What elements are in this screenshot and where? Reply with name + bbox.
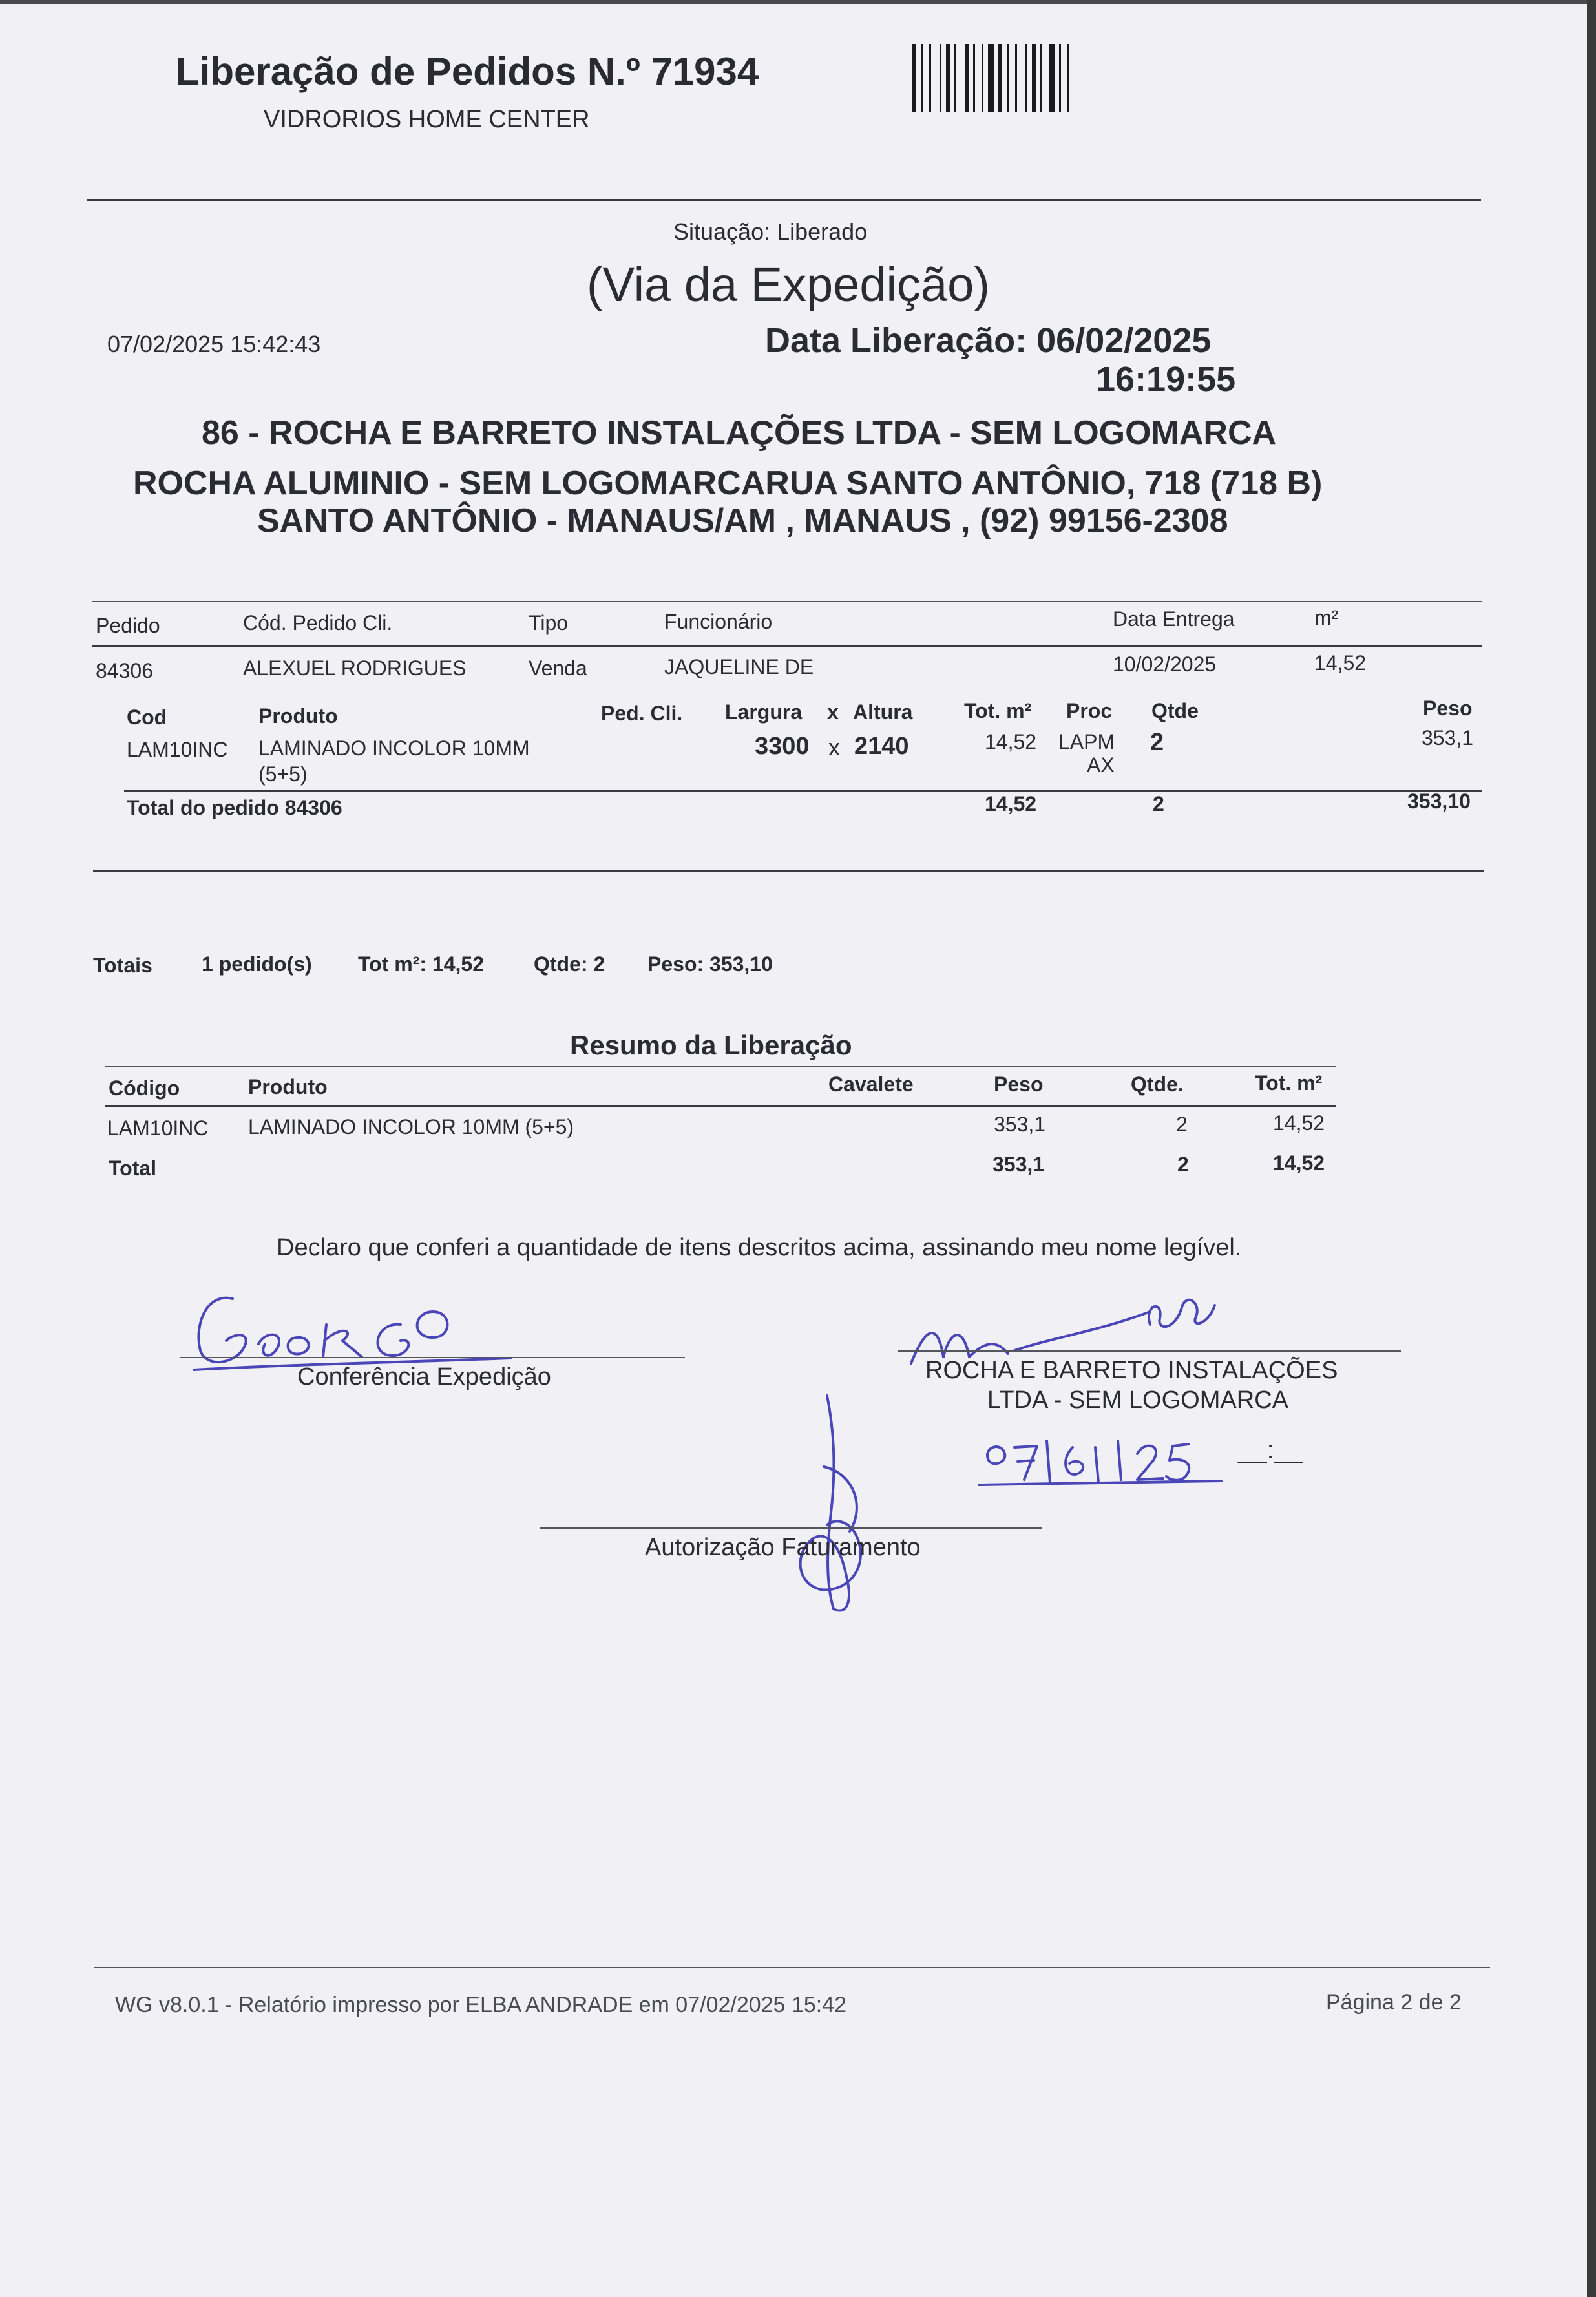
release-date: Data Liberação: 06/02/2025	[765, 321, 1212, 360]
client-label-line-1: ROCHA E BARRETO INSTALAÇÕES	[925, 1357, 1338, 1384]
time-blank: __:__	[1238, 1436, 1303, 1464]
client-signature-line	[898, 1350, 1401, 1352]
summary-title: Resumo da Liberação	[570, 1030, 852, 1060]
status-text: Situação: Liberado	[673, 218, 868, 245]
order-header-bottom-rule	[92, 645, 1482, 647]
summary-header-qtde: Qtde.	[1131, 1073, 1184, 1096]
item-header-altura: Altura	[853, 700, 913, 724]
summary-header-peso: Peso	[994, 1073, 1044, 1096]
col-header-funcionario: Funcionário	[664, 610, 773, 633]
summary-row-tot-m2: 14,52	[1273, 1111, 1325, 1135]
summary-header-cavalete: Cavalete	[828, 1073, 914, 1096]
via-title: (Via da Expedição)	[587, 258, 990, 311]
order-funcionario-value: JAQUELINE DE	[664, 655, 814, 678]
col-header-m2: m²	[1314, 606, 1339, 629]
company-name: VIDRORIOS HOME CENTER	[264, 106, 590, 133]
barcode-icon	[912, 44, 1161, 112]
document-title: Liberação de Pedidos N.º 71934	[176, 50, 759, 93]
item-altura: 2140	[854, 733, 909, 760]
autorizacao-label: Autorização Faturamento	[645, 1534, 921, 1561]
order-total-label: Total do pedido 84306	[127, 796, 342, 819]
summary-total-tot-m2: 14,52	[1273, 1151, 1325, 1175]
item-header-proc: Proc	[1066, 699, 1113, 722]
order-total-rule	[124, 790, 1482, 792]
summary-header-produto: Produto	[248, 1075, 328, 1098]
release-time: 16:19:55	[1096, 360, 1236, 399]
totals-peso: Peso: 353,10	[647, 952, 773, 976]
client-label-line-2: LTDA - SEM LOGOMARCA	[987, 1387, 1288, 1414]
totals-qtde: Qtde: 2	[534, 952, 605, 976]
summary-header-rule	[105, 1105, 1336, 1107]
handwritten-signature-autorizacao	[788, 1389, 885, 1622]
item-qtde: 2	[1150, 729, 1164, 756]
client-line-2: ROCHA ALUMINIO - SEM LOGOMARCARUA SANTO ANTÔNIO, 718 (718 B)	[133, 465, 1323, 502]
order-pedido-value: 84306	[96, 659, 153, 682]
conferencia-signature-line	[180, 1357, 685, 1358]
client-line-1: 86 - ROCHA E BARRETO INSTALAÇÕES LTDA - SEM LOGOMARCA	[202, 414, 1277, 452]
footer-report: WG v8.0.1 - Relatório impresso por ELBA ANDRADE em 07/02/2025 15:42	[115, 1993, 846, 2017]
summary-row-qtde: 2	[1176, 1113, 1188, 1136]
item-header-qtde: Qtde	[1151, 699, 1199, 722]
item-header-x: x	[827, 700, 839, 724]
order-total-peso: 353,10	[1407, 790, 1471, 813]
summary-total-label: Total	[109, 1157, 157, 1180]
order-cod-pedido-cli-value: ALEXUEL RODRIGUES	[243, 656, 467, 680]
item-produto-line-2: (5+5)	[258, 762, 308, 786]
footer-rule	[94, 1967, 1490, 1968]
conferencia-label: Conferência Expedição	[297, 1363, 551, 1390]
order-tipo-value: Venda	[529, 656, 587, 680]
handwritten-date	[976, 1421, 1234, 1493]
item-largura: 3300	[755, 733, 810, 760]
item-header-tot-m2: Tot. m²	[964, 699, 1032, 722]
order-total-tot-m2: 14,52	[985, 792, 1037, 815]
item-x: x	[828, 734, 840, 760]
item-peso: 353,1	[1422, 726, 1474, 750]
order-data-entrega-value: 10/02/2025	[1113, 653, 1217, 676]
scan-edge-top	[0, 0, 1596, 4]
printed-timestamp: 07/02/2025 15:42:43	[107, 331, 321, 357]
summary-total-peso: 353,1	[992, 1153, 1045, 1176]
totals-label: Totais	[93, 954, 152, 977]
item-header-cod: Cod	[127, 706, 167, 729]
footer-page: Página 2 de 2	[1326, 1990, 1462, 2015]
summary-total-qtde: 2	[1177, 1153, 1189, 1176]
summary-row-produto: LAMINADO INCOLOR 10MM (5+5)	[248, 1115, 574, 1138]
item-header-largura: Largura	[725, 700, 803, 724]
order-total-qtde: 2	[1153, 792, 1164, 815]
item-proc-line-1: LAPM	[1058, 730, 1115, 753]
item-cod: LAM10INC	[127, 738, 228, 761]
item-produto-line-1: LAMINADO INCOLOR 10MM	[258, 737, 530, 760]
summary-top-rule	[105, 1066, 1336, 1067]
scan-edge-right	[1587, 0, 1596, 2297]
client-line-3: SANTO ANTÔNIO - MANAUS/AM , MANAUS , (92) 99156-2308	[257, 502, 1228, 540]
item-proc-line-2: AX	[1087, 753, 1115, 777]
col-header-data-entrega: Data Entrega	[1113, 607, 1235, 631]
item-header-peso: Peso	[1423, 697, 1473, 720]
totals-pedidos: 1 pedido(s)	[202, 952, 312, 976]
col-header-pedido: Pedido	[96, 614, 160, 637]
col-header-tipo: Tipo	[529, 611, 569, 635]
item-header-produto: Produto	[258, 704, 338, 728]
summary-header-tot-m2: Tot. m²	[1255, 1071, 1323, 1095]
totals-tot-m2: Tot m²: 14,52	[358, 952, 484, 976]
item-header-ped-cli: Ped. Cli.	[601, 702, 683, 725]
order-m2-value: 14,52	[1314, 651, 1367, 675]
col-header-cod-pedido-cli: Cód. Pedido Cli.	[243, 611, 393, 635]
summary-row-peso: 353,1	[994, 1113, 1046, 1136]
order-header-top-rule	[92, 601, 1482, 602]
autorizacao-signature-line	[540, 1527, 1042, 1529]
item-tot-m2: 14,52	[985, 730, 1037, 753]
declaration-text: Declaro que conferi a quantidade de itens descritos acima, assinando meu nome legível.	[277, 1234, 1242, 1261]
summary-row-codigo: LAM10INC	[107, 1117, 209, 1140]
summary-header-codigo: Código	[109, 1076, 180, 1100]
header-divider	[87, 199, 1481, 201]
orders-end-rule	[93, 870, 1484, 872]
